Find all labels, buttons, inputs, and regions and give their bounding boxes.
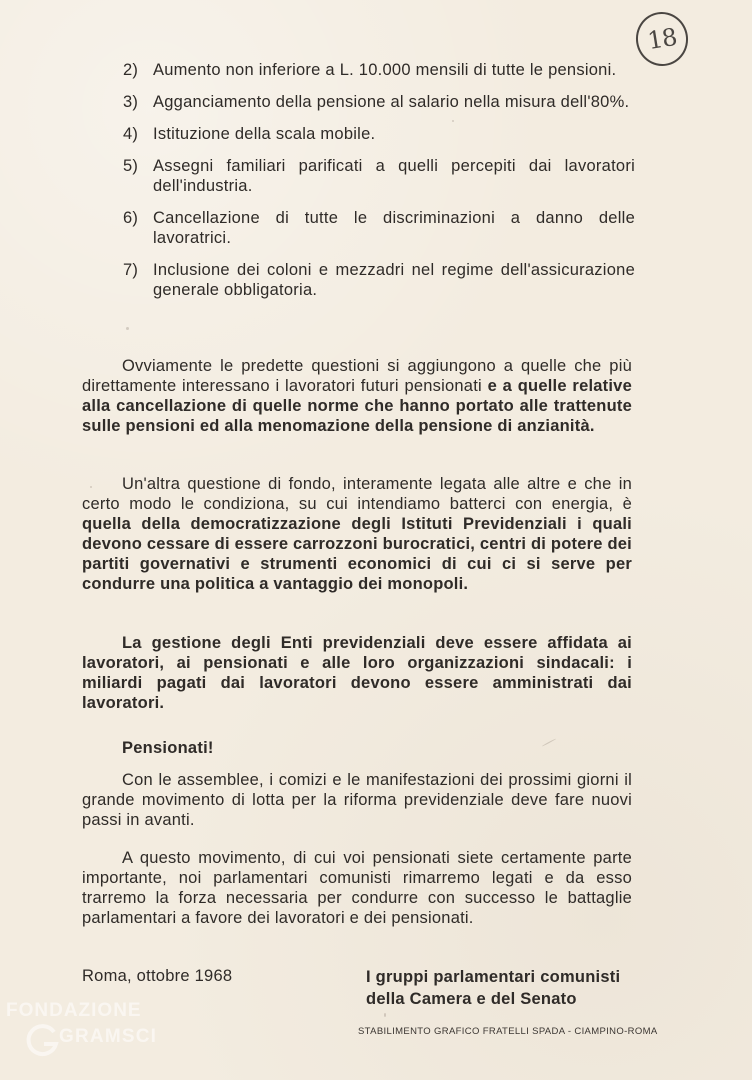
paragraph-4-normal: Con le assemblee, i comizi e le manifestazioni dei prossimi giorni il grande movimento di lotta per la riforma previdenziale deve fare nuovi passi in avanti. (82, 771, 632, 829)
watermark-line-1: FONDAZIONE (6, 1000, 142, 1021)
list-item-number: 6) (123, 209, 139, 227)
signature-block (366, 966, 636, 1010)
paragraph-3 (82, 633, 632, 713)
list-item (123, 208, 635, 248)
list-item-number: 3) (123, 93, 139, 111)
paragraph-3-bold: La gestione degli Enti previdenziali deve essere affidata ai lavoratori, ai pensionati e alle loro organizzazioni sindacali: i miliardi pagati dai lavoratori devono essere amministrati dai lavoratori. (82, 634, 632, 712)
list-item-number: 4) (123, 125, 139, 143)
list-item-text: Cancellazione di tutte le discriminazioni a danno delle lavoratrici. (153, 209, 635, 247)
paper-speck (452, 120, 454, 122)
paper-speck (90, 486, 92, 488)
signature-line-2: della Camera e del Senato (366, 990, 577, 1008)
list-item-text: Inclusione dei coloni e mezzadri nel regime dell'assicurazione generale obbligatoria. (153, 261, 635, 299)
paper-speck (542, 738, 557, 746)
list-item-number: 2) (123, 61, 139, 79)
paper-speck (126, 327, 129, 330)
paper-speck (384, 1013, 386, 1017)
watermark-line-2: GRAMSCI (59, 1026, 158, 1047)
list-item (123, 92, 635, 112)
list-item (123, 260, 635, 300)
page-number-text: 18 (645, 22, 679, 56)
list-item-text: Agganciamento della pensione al salario nella misura dell'80%. (153, 93, 630, 111)
watermark-logo-icon (22, 1020, 62, 1060)
salutation: Pensionati! (122, 739, 214, 757)
list-item-text: Istituzione della scala mobile. (153, 125, 376, 143)
list-item-text: Aumento non inferiore a L. 10.000 mensili di tutte le pensioni. (153, 61, 617, 79)
paragraph-2 (82, 474, 632, 594)
list-item-number: 7) (123, 261, 139, 279)
paragraph-1 (82, 356, 632, 436)
paragraph-5-normal: A questo movimento, di cui voi pensionati siete certamente parte importante, noi parlamentari comunisti rimarremo legati e da esso trarremo la forza necessaria per condurre con successo le battaglie parlamentari a favore dei lavoratori e dei pensionati. (82, 849, 632, 927)
list-item (123, 60, 635, 80)
paragraph-4 (82, 770, 632, 830)
paragraph-1-normal: Ovviamente le predette questioni si aggiungono a quelle che più direttamente interessano i lavoratori futuri pensionati (82, 357, 632, 395)
paragraph-2-bold: quella della democratizzazione degli Istituti Previdenziali i quali devono cessare di essere carrozzoni burocratici, centri di potere dei partiti governativi e strumenti economici di cui ci si serve per condurre una politica a vantaggio dei monopoli. (82, 515, 632, 593)
paper-speck (548, 100, 551, 103)
list-item-text: Assegni familiari parificati a quelli percepiti dai lavoratori dell'industria. (153, 157, 635, 195)
signature-line-1: I gruppi parlamentari comunisti (366, 968, 621, 986)
paragraph-2-normal: Un'altra questione di fondo, interamente legata alle altre e che in certo modo le condiziona, su cui intendiamo batterci con energia, è (82, 475, 632, 513)
page-number-stamp (632, 8, 692, 69)
archive-watermark (6, 1000, 206, 1074)
printer-imprint: STABILIMENTO GRAFICO FRATELLI SPADA - CIAMPINO-ROMA (358, 1026, 658, 1037)
list-item (123, 124, 635, 144)
paragraph-5 (82, 848, 632, 928)
list-item-number: 5) (123, 157, 139, 175)
demands-list (123, 60, 635, 312)
place-date: Roma, ottobre 1968 (82, 967, 233, 985)
paragraph-1-bold: e a quelle relative alla cancellazione di quelle norme che hanno portato alle trattenute sulle pensioni ed alla menomazione della pensione di anzianità. (82, 377, 632, 435)
list-item (123, 156, 635, 196)
